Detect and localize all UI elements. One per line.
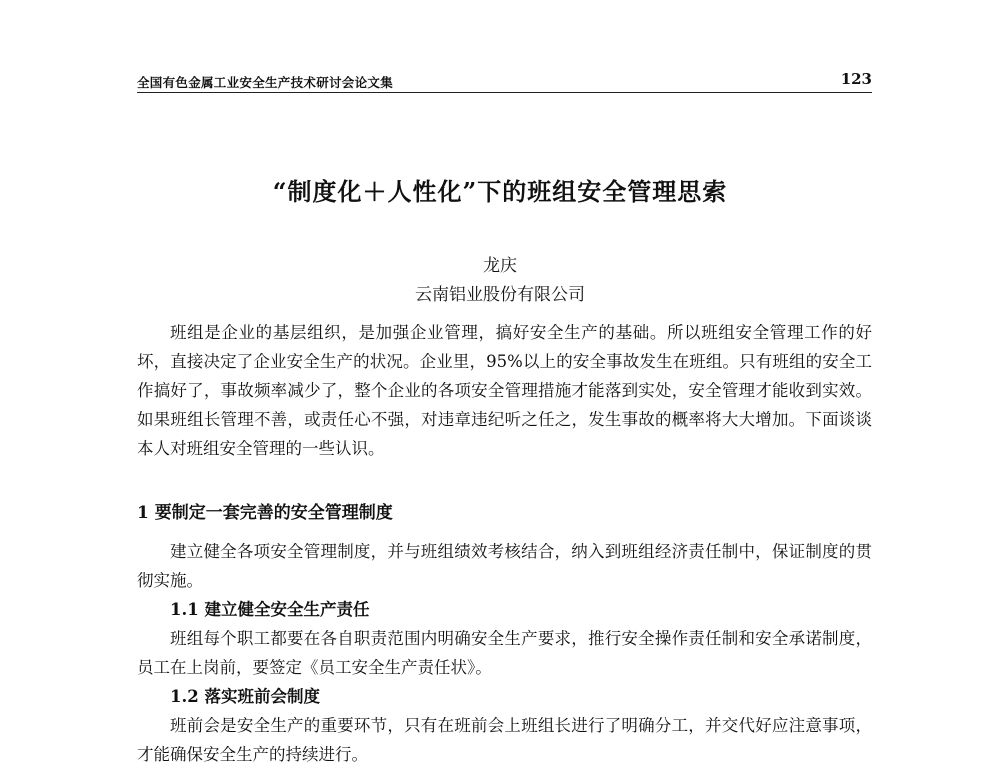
author-name: 龙庆 <box>483 256 517 276</box>
author-affiliation: 云南铝业股份有限公司 <box>415 285 585 305</box>
journal-name: 全国有色金属工业安全生产技术研讨会论文集 <box>137 75 394 90</box>
subsection-paragraph-1-2: 班前会是安全生产的重要环节，只有在班前会上班组长进行了明确分工，并交代好应注意事项，才能确保安全生产的持续进行。 <box>137 716 872 764</box>
section-heading: 1 要制定一套完善的安全管理制度 <box>137 503 393 523</box>
page-number: 123 <box>840 70 872 88</box>
subsection-paragraph-1-1: 班组每个职工都要在各自职责范围内明确安全生产要求，推行安全操作责任制和安全承诺制度，员工在上岗前，要签定《员工安全生产责任状》。 <box>137 629 872 677</box>
subsection-heading-1-2: 1.2 落实班前会制度 <box>170 687 320 706</box>
subsection-heading-1-1: 1.1 建立健全安全生产责任 <box>170 600 370 619</box>
section-intro-paragraph: 建立健全各项安全管理制度，并与班组绩效考核结合，纳入到班组经济责任制中，保证制度的贯彻实施。 <box>137 542 872 590</box>
introduction-block <box>137 318 872 463</box>
running-header <box>137 70 872 93</box>
introduction-paragraph: 班组是企业的基层组织，是加强企业管理，搞好安全生产的基础。所以班组安全管理工作的好坏，直接决定了企业安全生产的状况。企业里，95%以上的安全事故发生在班组。只有班组的安全工作搞好了，事故频率减少了，整个企业的各项安全管理措施才能落到实处，安全管理才能收到实效。如果班组长管理不善，或责任心不强，对违章违纪听之任之，发生事故的概率将大大增加。下面谈谈本人对班组安全管理的一些认识。 <box>137 323 872 458</box>
paper-title: “制度化＋人性化”下的班组安全管理思索 <box>272 177 728 206</box>
section-body <box>137 537 872 769</box>
